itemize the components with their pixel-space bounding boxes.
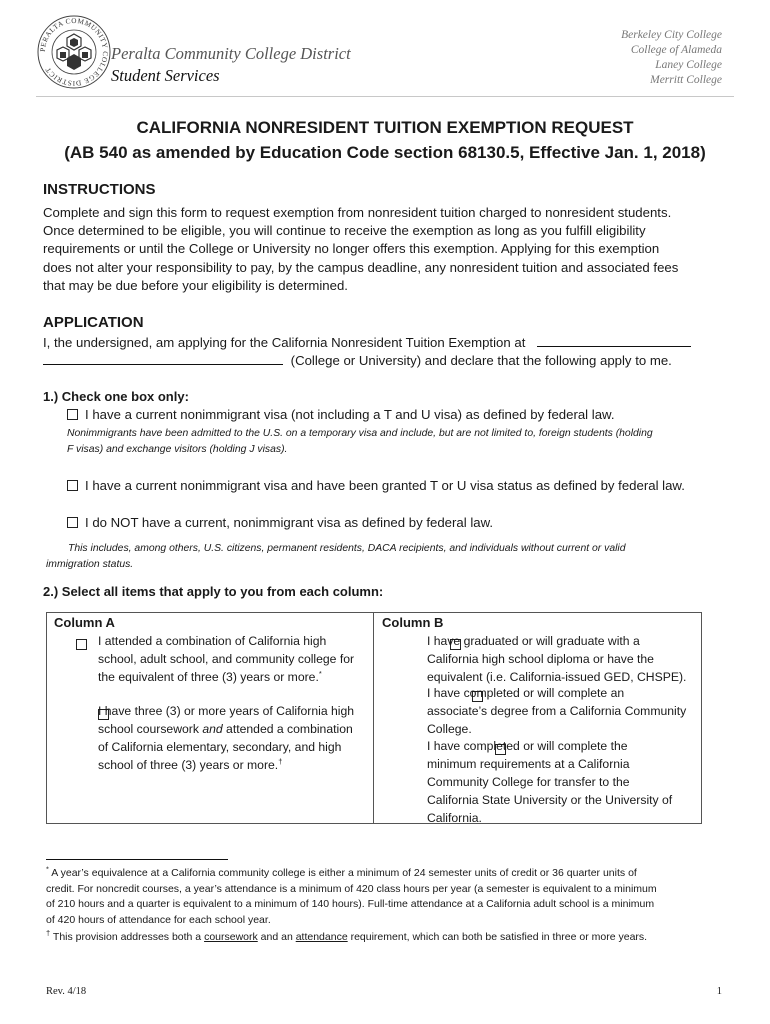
item-line: I have completed or will complete an — [427, 686, 625, 700]
college-name: Laney College — [655, 59, 722, 71]
footnote-mark: * — [46, 864, 49, 874]
revision-label: Rev. 4/18 — [46, 986, 87, 997]
college-name: Berkeley City College — [621, 29, 722, 41]
column-b-title: Column B — [382, 615, 444, 630]
application-heading: APPLICATION — [43, 314, 144, 331]
item-line: California State University or the University of — [427, 793, 673, 807]
note-line: immigration status. — [46, 559, 134, 570]
form-title: CALIFORNIA NONRESIDENT TUITION EXEMPTION REQUEST — [136, 118, 634, 137]
item-line: Community College for transfer to the — [427, 775, 630, 789]
column-b-item2 — [427, 684, 686, 738]
column-a-item1 — [98, 632, 354, 686]
seal-emblem — [57, 34, 91, 70]
item-line: school of three (3) years or more. — [98, 758, 279, 772]
item-line: I have graduated or will graduate with a — [427, 634, 640, 648]
item-line: attended a combination — [222, 722, 353, 736]
checkbox[interactable] — [67, 517, 78, 528]
footnote-text: requirement, which can both be satisfied in three or more years. — [347, 931, 648, 943]
instructions-line: that may be due before your eligibility is determined. — [43, 277, 348, 293]
footnote-text: and an — [257, 931, 296, 943]
footnote-line: of 420 hours of attendance for each school year. — [46, 913, 271, 926]
column-b-item3 — [427, 737, 672, 827]
item-line: I have three (3) or more years of California high — [98, 704, 355, 718]
option-nonimmigrant-visa[interactable] — [67, 407, 615, 422]
footnote-mark: * — [318, 668, 322, 678]
footnote-text: This provision addresses both a — [50, 931, 205, 943]
header-divider — [36, 96, 734, 97]
item-line: of California elementary, secondary, and high — [98, 740, 342, 754]
option-label: I have a current nonimmigrant visa and have been granted T or U visa status as defined by federal law. — [85, 478, 685, 493]
college-list — [621, 28, 722, 88]
item-line: California high school diploma or have the — [427, 652, 654, 666]
instructions-line: Complete and sign this form to request exemption from nonresident tuition charged to nonresident students. — [43, 205, 672, 220]
form-subtitle: (AB 540 as amended by Education Code section 68130.5, Effective Jan. 1, 2018) — [64, 143, 706, 162]
column-a-title: Column A — [54, 615, 115, 630]
footnote-line: credit. For noncredit courses, a year’s attendance is a minimum of 420 class hours per year (a semester is equivalent to a minimum — [46, 882, 657, 895]
footnote-line: A year’s equivalence at a California community college is either a minimum of 24 semester units of credit or 36 quarter units of — [48, 867, 637, 879]
item-line: equivalent (i.e. California-issued GED, CHSPE). — [427, 670, 687, 684]
item-line: I attended a combination of California high — [98, 634, 327, 648]
section1-heading: 1.) Check one box only: — [43, 389, 189, 404]
instructions-text — [43, 204, 733, 295]
college-name: College of Alameda — [630, 44, 722, 56]
footnote-line: of 210 hours and a quarter is equivalent to a minimum of 140 hours). Full-time attendance at a California adult school is a minimum — [46, 898, 655, 910]
item-line: College. — [427, 722, 472, 736]
column-a-item1-checkbox[interactable] — [76, 639, 87, 650]
note-line: Nonimmigrants have been admitted to the U.S. on a temporary visa and include, but are not limited to, foreign students (holding — [67, 428, 653, 439]
option-t-u-visa[interactable] — [67, 478, 685, 493]
seal-text: PERALTA COMMUNITY COLLEGE DISTRICT — [38, 16, 110, 88]
instructions-heading: INSTRUCTIONS — [43, 181, 156, 198]
column-a-item2 — [98, 702, 354, 774]
item-line: associate’s degree from a California Community — [427, 704, 687, 718]
column-b-item1 — [427, 632, 686, 686]
district-seal-logo — [36, 14, 112, 90]
emphasis-and: and — [202, 722, 223, 736]
note-line: F visas) and exchange visitors (holding J visas). — [67, 444, 288, 455]
item-line: I have completed or will complete the — [427, 739, 628, 753]
college-name: Merritt College — [650, 74, 722, 86]
footnote-mark: † — [278, 756, 283, 766]
checkbox[interactable] — [67, 480, 78, 491]
item-line: the equivalent of three (3) years or more. — [98, 670, 319, 684]
footnote-2 — [46, 930, 736, 946]
application-text — [43, 334, 733, 370]
item-line: school, adult school, and community college for — [98, 652, 355, 666]
option-label: I do NOT have a current, nonimmigrant visa as defined by federal law. — [85, 515, 494, 530]
option-label: I have a current nonimmigrant visa (not including a T and U visa) as defined by federal law. — [85, 407, 615, 422]
item-line: school coursework — [98, 722, 203, 736]
footnote-1 — [46, 866, 736, 928]
instructions-line: does not alter your responsibility to pay, by the campus deadline, any nonresident tuition and associated fees — [43, 259, 679, 275]
instructions-line: requirements or until the College or University no longer offers this exemption. Applying for this exemption — [43, 241, 660, 257]
note-line: This includes, among others, U.S. citizens, permanent residents, DACA recipients, and individuals without current or valid — [68, 543, 626, 554]
page-number: 1 — [716, 986, 722, 997]
item-line: minimum requirements at a California — [427, 757, 630, 771]
footnote-mark: † — [46, 928, 51, 938]
instructions-line: Once determined to be eligible, you will continue to receive the exemption as long as you fulfill eligibility — [43, 223, 646, 239]
checkbox[interactable] — [67, 409, 78, 420]
option1-note — [67, 426, 653, 458]
svg-text:PERALTA COMMUNITY COLLEGE DIST — [39, 17, 109, 87]
district-name: Peralta Community College District — [111, 44, 351, 63]
table-column-divider — [373, 612, 374, 824]
section2-heading: 2.) Select all items that apply to you from each column: — [43, 584, 384, 599]
college-name-field[interactable] — [537, 334, 691, 347]
application-declaration: (College or University) and declare that the following apply to me. — [290, 353, 672, 369]
footnote-divider — [46, 859, 228, 860]
option3-note — [46, 541, 626, 573]
option-no-visa[interactable] — [67, 515, 493, 530]
college-name-field-continued[interactable] — [43, 352, 283, 365]
item-line: California. — [427, 811, 482, 825]
application-statement: I, the undersigned, am applying for the California Nonresident Tuition Exemption at — [43, 335, 526, 350]
attendance-term: attendance — [295, 931, 348, 943]
coursework-term: coursework — [204, 931, 258, 943]
department-name: Student Services — [111, 66, 220, 85]
